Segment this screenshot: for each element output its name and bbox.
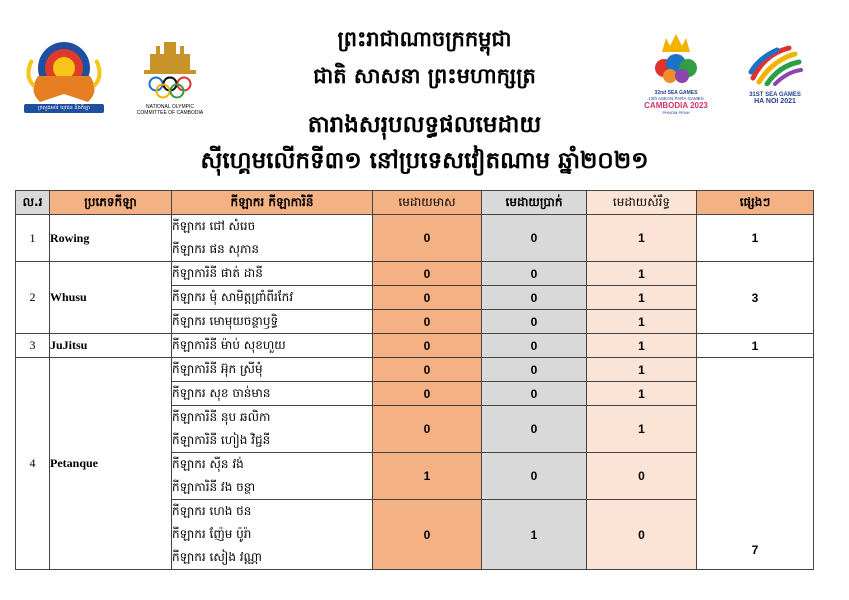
- col-header-silver: មេដាយប្រាក់: [482, 191, 587, 215]
- athlete-names: [172, 310, 373, 334]
- table-row: [16, 334, 814, 358]
- report-title: តារាងសរុបលទ្ធផលមេដាយ: [307, 112, 542, 138]
- ministry-caption: ក្រសួងអប់រំ យុវជន និងកីឡា: [37, 105, 91, 111]
- sea32-line2: 12th ASEAN PARA GAMES: [648, 96, 704, 101]
- bronze-medal-count: 1: [587, 406, 697, 453]
- report-subtitle: ស៊ីហ្គេមលើកទី៣១ នៅប្រទេសវៀតណាម ឆ្នាំ២០២១: [200, 148, 649, 174]
- athlete-names: [172, 286, 373, 310]
- athlete-name: កីឡាករ ស៊ីន វង់: [172, 457, 244, 471]
- sport-name: JuJitsu: [50, 334, 172, 358]
- sport-total: 1: [697, 215, 814, 262]
- sea31-line1: 31ST SEA GAMES: [749, 92, 801, 98]
- gold-medal-count: 0: [373, 500, 482, 570]
- silver-medal-count: 0: [482, 215, 587, 262]
- bronze-medal-count: 1: [587, 358, 697, 382]
- sea31-line2: HA NOI 2021: [754, 98, 796, 105]
- col-header-sport: ប្រភេទកីឡា: [50, 191, 172, 215]
- olympic-caption-line1: NATIONAL OLYMPIC: [146, 104, 194, 110]
- bronze-medal-count: 1: [587, 215, 697, 262]
- bronze-medal-count: 0: [587, 500, 697, 570]
- table-row: [16, 358, 814, 382]
- silver-medal-count: 0: [482, 406, 587, 453]
- gold-medal-count: 0: [373, 358, 482, 382]
- gold-medal-count: 0: [373, 310, 482, 334]
- athlete-name: កីឡាករ ញ៉ែម ប៉ូរ៉ា: [172, 527, 252, 541]
- row-number: 2: [16, 262, 50, 334]
- gold-medal-count: 1: [373, 453, 482, 500]
- athlete-name: កីឡាករ ជៅ សំរេច: [172, 219, 256, 233]
- sport-name: Whusu: [50, 262, 172, 334]
- motto-title: ជាតិ សាសនា ព្រះមហាក្សត្រ: [313, 64, 536, 88]
- gold-medal-count: 0: [373, 286, 482, 310]
- bronze-medal-count: 1: [587, 382, 697, 406]
- silver-medal-count: 0: [482, 358, 587, 382]
- row-number: 1: [16, 215, 50, 262]
- gold-medal-count: 0: [373, 215, 482, 262]
- athlete-name: កីឡាករ សៀង វណ្ណា: [172, 550, 263, 564]
- medal-table: [15, 190, 814, 570]
- sport-name: Rowing: [50, 215, 172, 262]
- athlete-name: កីឡាករ សុខ ចាន់មាន: [172, 386, 271, 400]
- gold-medal-count: 0: [373, 262, 482, 286]
- table-row: [16, 262, 814, 286]
- silver-medal-count: 1: [482, 500, 587, 570]
- col-header-athletes: កីឡាករ កីឡាការិនី: [172, 191, 373, 215]
- sport-total: 7: [697, 358, 814, 570]
- sport-name: Petanque: [50, 358, 172, 570]
- silver-medal-count: 0: [482, 286, 587, 310]
- col-header-bronze: មេដាយសំរឹទ្ធ: [587, 191, 697, 215]
- col-header-no: ល.រ: [16, 191, 50, 215]
- silver-medal-count: 0: [482, 382, 587, 406]
- row-number: 3: [16, 334, 50, 358]
- kingdom-title: ព្រះរាជាណាចក្រកម្ពុជា: [337, 27, 512, 51]
- bronze-medal-count: 1: [587, 310, 697, 334]
- sea32-line4: PHNOM PENH: [662, 110, 690, 115]
- olympic-caption-line2: COMMITTEE OF CAMBODIA: [136, 110, 204, 116]
- athlete-name: កីឡាករ មោមុយចន្ថាឫទ្ធិ: [172, 314, 279, 328]
- athlete-name: កីឡាការិនី អ៊ុក ស្រីមុំ: [172, 362, 263, 376]
- bronze-medal-count: 1: [587, 262, 697, 286]
- athlete-names: [172, 453, 373, 500]
- sea32-line3: CAMBODIA 2023: [644, 101, 708, 110]
- athlete-name: កីឡាការិនី វង ចន្ថា: [172, 480, 256, 494]
- athlete-names: [172, 215, 373, 262]
- athlete-name: កីឡាករ ផន សុភាន: [172, 242, 260, 256]
- athlete-name: កីឡាការិនី នុប ឆលិកា: [172, 410, 271, 424]
- athlete-names: [172, 358, 373, 382]
- athlete-names: [172, 262, 373, 286]
- athlete-names: [172, 382, 373, 406]
- col-header-gold: មេដាយមាស: [373, 191, 482, 215]
- col-header-total: ផ្សេងៗ: [697, 191, 814, 215]
- sport-total: 1: [697, 334, 814, 358]
- athlete-name: កីឡាករ មុំ សាមិត្តព្រាំពីរកែវ: [172, 290, 294, 304]
- silver-medal-count: 0: [482, 262, 587, 286]
- athlete-name: កីឡាករ ហេង ថន: [172, 504, 252, 518]
- table-header-row: [16, 191, 814, 215]
- gold-medal-count: 0: [373, 406, 482, 453]
- athlete-names: [172, 406, 373, 453]
- bronze-medal-count: 1: [587, 286, 697, 310]
- silver-medal-count: 0: [482, 310, 587, 334]
- athlete-name: កីឡាការិនី ហៀង វិជ្ជនី: [172, 433, 271, 447]
- bronze-medal-count: 1: [587, 334, 697, 358]
- athlete-name: កីឡាការិនី ម៉ាប់ សុខហួយ: [172, 338, 286, 352]
- athlete-name: កីឡាការិនី ផាត់ ដានី: [172, 266, 263, 280]
- athlete-names: [172, 334, 373, 358]
- silver-medal-count: 0: [482, 334, 587, 358]
- row-number: 4: [16, 358, 50, 570]
- gold-medal-count: 0: [373, 382, 482, 406]
- gold-medal-count: 0: [373, 334, 482, 358]
- bronze-medal-count: 0: [587, 453, 697, 500]
- silver-medal-count: 0: [482, 453, 587, 500]
- sport-total: 3: [697, 262, 814, 334]
- athlete-names: [172, 500, 373, 570]
- sea32-line1: 32nd SEA GAMES: [654, 90, 698, 96]
- table-row: [16, 215, 814, 262]
